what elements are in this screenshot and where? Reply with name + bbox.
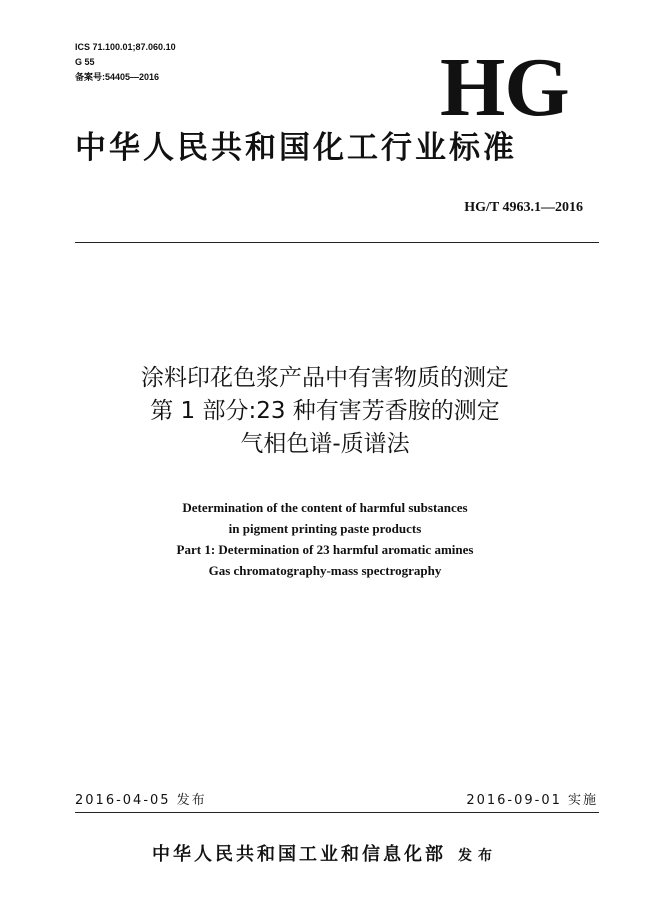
classification-block — [75, 40, 176, 85]
chinese-title-line-3: 气相色谱-质谱法 — [240, 431, 410, 457]
issue-date: 2016-04-05 发布 — [75, 793, 207, 808]
chinese-title-line-1: 涂料印花色浆产品中有害物质的测定 — [141, 365, 509, 391]
publisher-verb: 发布 — [458, 848, 498, 864]
ccs-code: G 55 — [75, 57, 95, 67]
english-title-line-2: in pigment printing paste products — [228, 521, 422, 536]
chinese-title — [0, 362, 650, 461]
hg-logo: HG — [440, 41, 569, 134]
english-title-line-4: Gas chromatography-mass spectrography — [208, 563, 442, 578]
english-title-line-3: Part 1: Determination of 23 harmful aromatic amines — [176, 542, 474, 557]
bottom-divider — [75, 812, 599, 813]
implementation-date: 2016-09-01 实施 — [466, 793, 598, 808]
publisher-org: 中华人民共和国工业和信息化部 — [152, 844, 446, 865]
standard-number: HG/T 4963.1—2016 — [464, 200, 583, 215]
filing-number: 备案号:54405—2016 — [75, 72, 160, 82]
top-divider — [75, 242, 599, 243]
ics-code: ICS 71.100.01;87.060.10 — [75, 42, 176, 52]
english-title-line-1: Determination of the content of harmful substances — [182, 500, 468, 515]
english-title — [0, 497, 650, 581]
standard-type: 中华人民共和国化工行业标准 — [75, 130, 517, 166]
chinese-title-line-2: 第 1 部分:23 种有害芳香胺的测定 — [150, 398, 500, 424]
publisher-line — [0, 840, 650, 866]
